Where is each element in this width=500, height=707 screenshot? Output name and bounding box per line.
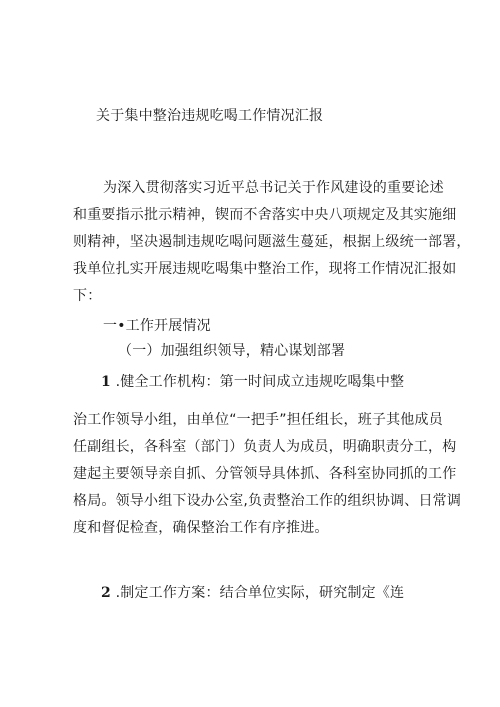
document-title: 关于集中整治违规吃喝工作情况汇报 <box>96 108 324 124</box>
item1-body-line-3: 建起主要领导亲自抓、分管领导具体抓、各科室协同抓的工作 <box>73 466 457 482</box>
intro-line-4: 我单位扎实开展违规吃喝集中整治工作，现将工作情况汇报如 <box>73 261 457 277</box>
intro-line-5: 下： <box>73 288 102 304</box>
item1-body-line-4: 格局。领导小组下设办公室,负责整治工作的组织协调、日常调 <box>73 493 462 509</box>
list-item-1-text: .健全工作机构：第一时间成立违规吃喝集中整 <box>110 374 405 390</box>
item1-body-line-2: 任副组长，各科室（部门）负责人为成员，明确职责分工，构 <box>73 439 457 455</box>
list-item-2-text: .制定工作方案：结合单位实际，研究制定《连 <box>110 585 405 601</box>
intro-line-1: 为深入贯彻落实习近平总书记关于作风建设的重要论述 <box>103 180 444 196</box>
list-item-2-number: 2 <box>101 585 111 601</box>
item1-body-line-5: 度和督促检查，确保整治工作有序推进。 <box>73 520 329 536</box>
subsection-heading: （一）加强组织领导，精心谋划部署 <box>118 343 346 359</box>
item1-body-line-1: 治工作领导小组，由单位“一把手”担任组长，班子其他成员 <box>73 412 443 428</box>
list-item-1-number: 1 <box>101 374 111 390</box>
intro-line-3: 则精神，坚决遏制违规吃喝问题滋生蔓延，根据上级统一部署， <box>73 234 471 250</box>
list-item-1 <box>101 373 404 391</box>
section-heading: 一•工作开展情况 <box>103 318 211 334</box>
list-item-2 <box>101 584 404 602</box>
intro-line-2: 和重要指示批示精神，锲而不舍落实中央八项规定及其实施细 <box>73 207 457 223</box>
